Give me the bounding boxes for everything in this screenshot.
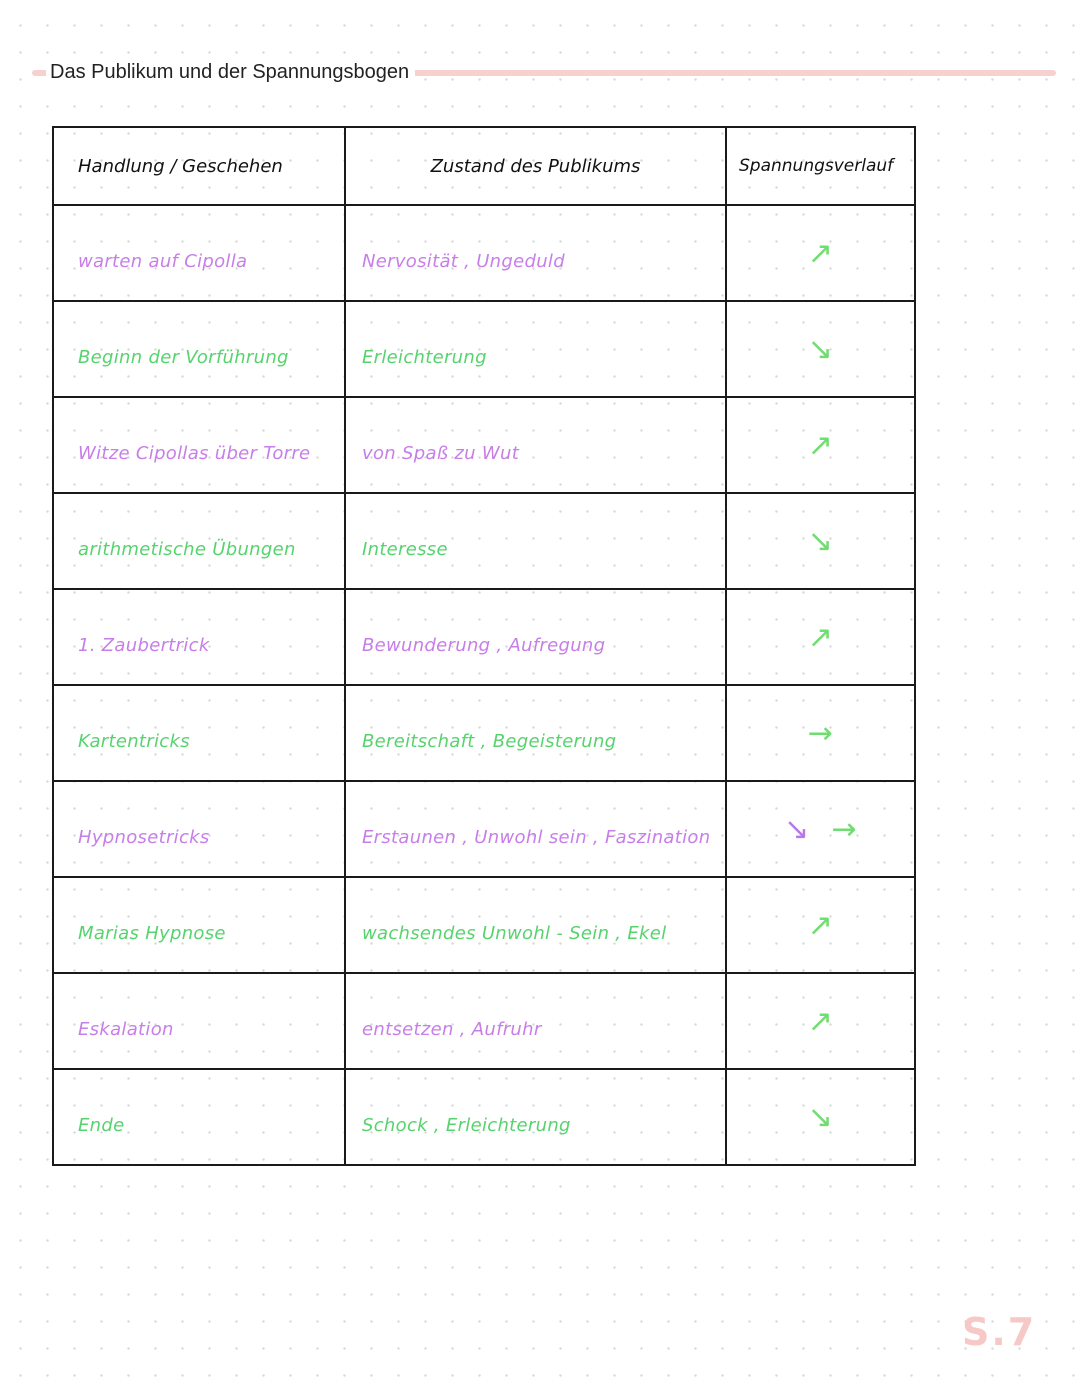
page-title: Das Publikum und der Spannungsbogen	[46, 59, 415, 85]
cell-handlung: 1. Zaubertrick	[53, 589, 345, 685]
table-row	[53, 493, 915, 589]
tension-arrow-icon: ↘	[807, 523, 834, 559]
notes-table	[52, 126, 916, 1166]
cell-zustand: Bereitschaft , Begeisterung	[345, 685, 726, 781]
tension-arrow-icon: →	[831, 811, 857, 847]
cell-handlung: Eskalation	[53, 973, 345, 1069]
tension-arrow-icon: ↘	[784, 811, 810, 847]
cell-handlung: Ende	[53, 1069, 345, 1165]
cell-handlung: Beginn der Vorführung	[53, 301, 345, 397]
table-row	[53, 781, 915, 877]
table-row	[53, 589, 915, 685]
cell-zustand: Schock , Erleichterung	[345, 1069, 726, 1165]
table-header-row	[53, 127, 915, 205]
cell-spannungsverlauf	[726, 781, 915, 877]
tension-arrow-icon: ↗	[807, 1003, 834, 1039]
table-row	[53, 301, 915, 397]
cell-spannungsverlauf	[726, 493, 915, 589]
header-zustand: Zustand des Publikums	[345, 127, 726, 205]
tension-arrow-icon: ↗	[807, 619, 834, 655]
table-row	[53, 397, 915, 493]
cell-handlung: Witze Cipollas über Torre	[53, 397, 345, 493]
table-row	[53, 1069, 915, 1165]
cell-spannungsverlauf	[726, 1069, 915, 1165]
tension-arrow-icon: ↗	[807, 235, 834, 271]
cell-handlung: Marias Hypnose	[53, 877, 345, 973]
cell-zustand: entsetzen , Aufruhr	[345, 973, 726, 1069]
cell-spannungsverlauf	[726, 205, 915, 301]
table-row	[53, 877, 915, 973]
cell-handlung: warten auf Cipolla	[53, 205, 345, 301]
table-row	[53, 973, 915, 1069]
cell-zustand: Erstaunen , Unwohl sein , Faszination	[345, 781, 726, 877]
cell-zustand: Bewunderung , Aufregung	[345, 589, 726, 685]
tension-arrow-icon: →	[807, 715, 834, 751]
title-bar	[32, 58, 1056, 88]
cell-spannungsverlauf	[726, 685, 915, 781]
cell-spannungsverlauf	[726, 973, 915, 1069]
cell-spannungsverlauf	[726, 397, 915, 493]
tension-arrow-icon: ↗	[807, 427, 834, 463]
cell-spannungsverlauf	[726, 589, 915, 685]
tension-arrow-icon: ↗	[807, 907, 834, 943]
cell-zustand: Nervosität , Ungeduld	[345, 205, 726, 301]
cell-handlung: Hypnosetricks	[53, 781, 345, 877]
tension-arrow-icon: ↘	[807, 1099, 834, 1135]
header-handlung: Handlung / Geschehen	[53, 127, 345, 205]
cell-zustand: Erleichterung	[345, 301, 726, 397]
cell-spannungsverlauf	[726, 877, 915, 973]
table-row	[53, 685, 915, 781]
cell-zustand: von Spaß zu Wut	[345, 397, 726, 493]
cell-zustand: wachsendes Unwohl - Sein , Ekel	[345, 877, 726, 973]
table-body	[53, 205, 915, 1165]
table-row	[53, 205, 915, 301]
cell-handlung: arithmetische Übungen	[53, 493, 345, 589]
tension-arrow-icon: ↘	[807, 331, 834, 367]
cell-handlung: Kartentricks	[53, 685, 345, 781]
cell-spannungsverlauf	[726, 301, 915, 397]
header-spannungsverlauf: Spannungsverlauf	[726, 127, 915, 205]
page-number: S.7	[962, 1310, 1037, 1354]
cell-zustand: Interesse	[345, 493, 726, 589]
